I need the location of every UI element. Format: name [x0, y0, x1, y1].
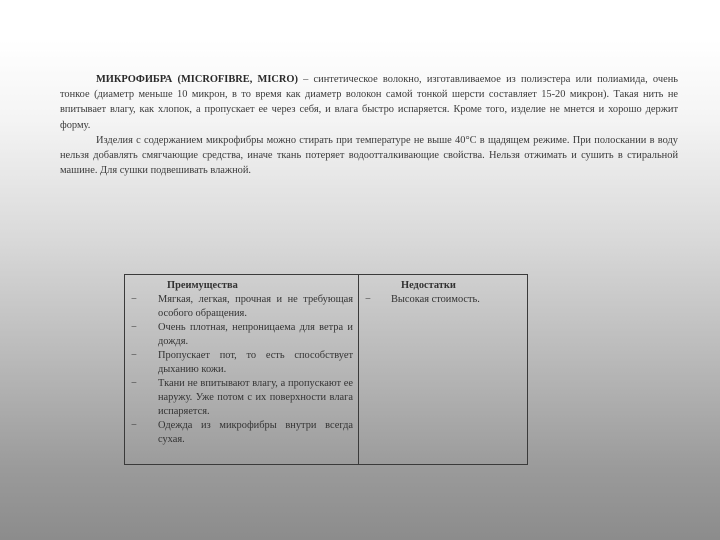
- dash-bullet: −: [131, 294, 137, 305]
- advantages-list: [125, 293, 358, 447]
- list-item: [125, 377, 358, 419]
- definition-text: – синтетическое волокно, изготавливаемое из полиэстера или полиамида, очень тонкое (диаметр меньше 10 микрон, в то время как диаметр волокон самой тонкой шерсти составляет 15-20 микрон). Такая нить не впитывает влагу, как хлопок, а пропускает ее через себя, и влага быстро испаряется. Кроме того, изделие не мнется и хорошо держит форму.: [60, 74, 678, 131]
- advantage-text: Пропускает пот, то есть способствует дыханию кожи.: [158, 350, 353, 375]
- dash-bullet: −: [131, 378, 137, 389]
- list-item: [125, 293, 358, 321]
- comparison-table: [124, 274, 528, 465]
- advantages-header: Преимущества: [167, 280, 238, 291]
- definition-paragraph: [60, 72, 678, 133]
- disadvantages-list: [359, 293, 527, 307]
- dash-bullet: −: [131, 420, 137, 431]
- list-item: [359, 293, 527, 307]
- list-item: [125, 419, 358, 447]
- disadvantages-column: [359, 275, 527, 464]
- intro-text: [60, 72, 678, 178]
- list-item: [125, 321, 358, 349]
- dash-bullet: −: [365, 294, 371, 305]
- dash-bullet: −: [131, 350, 137, 361]
- dash-bullet: −: [131, 322, 137, 333]
- advantage-text: Ткани не впитывают влагу, а пропускают ее наружу. Уже потом с их поверхности влага испаряется.: [158, 378, 353, 417]
- disadvantage-text: Высокая стоимость.: [391, 294, 480, 305]
- advantage-text: Очень плотная, непроницаема для ветра и дождя.: [158, 322, 353, 347]
- care-paragraph: Изделия с содержанием микрофибры можно стирать при температуре не выше 40°С в щадящем режиме. При полоскании в воду нельзя добавлять смягчающие средства, иначе ткань потеряет водоотталкивающие свойства. Нельзя отжимать и сушить в стиральной машине. Для сушки подвешивать влажной.: [60, 134, 678, 177]
- advantage-text: Одежда из микрофибры внутри всегда сухая.: [158, 420, 353, 445]
- list-item: [125, 349, 358, 377]
- advantage-text: Мягкая, легкая, прочная и не требующая особого обращения.: [158, 294, 353, 319]
- advantages-column: [125, 275, 359, 464]
- disadvantages-header: Недостатки: [401, 280, 456, 291]
- term-title: МИКРОФИБРА (MICROFIBRE, MICRO): [96, 74, 298, 85]
